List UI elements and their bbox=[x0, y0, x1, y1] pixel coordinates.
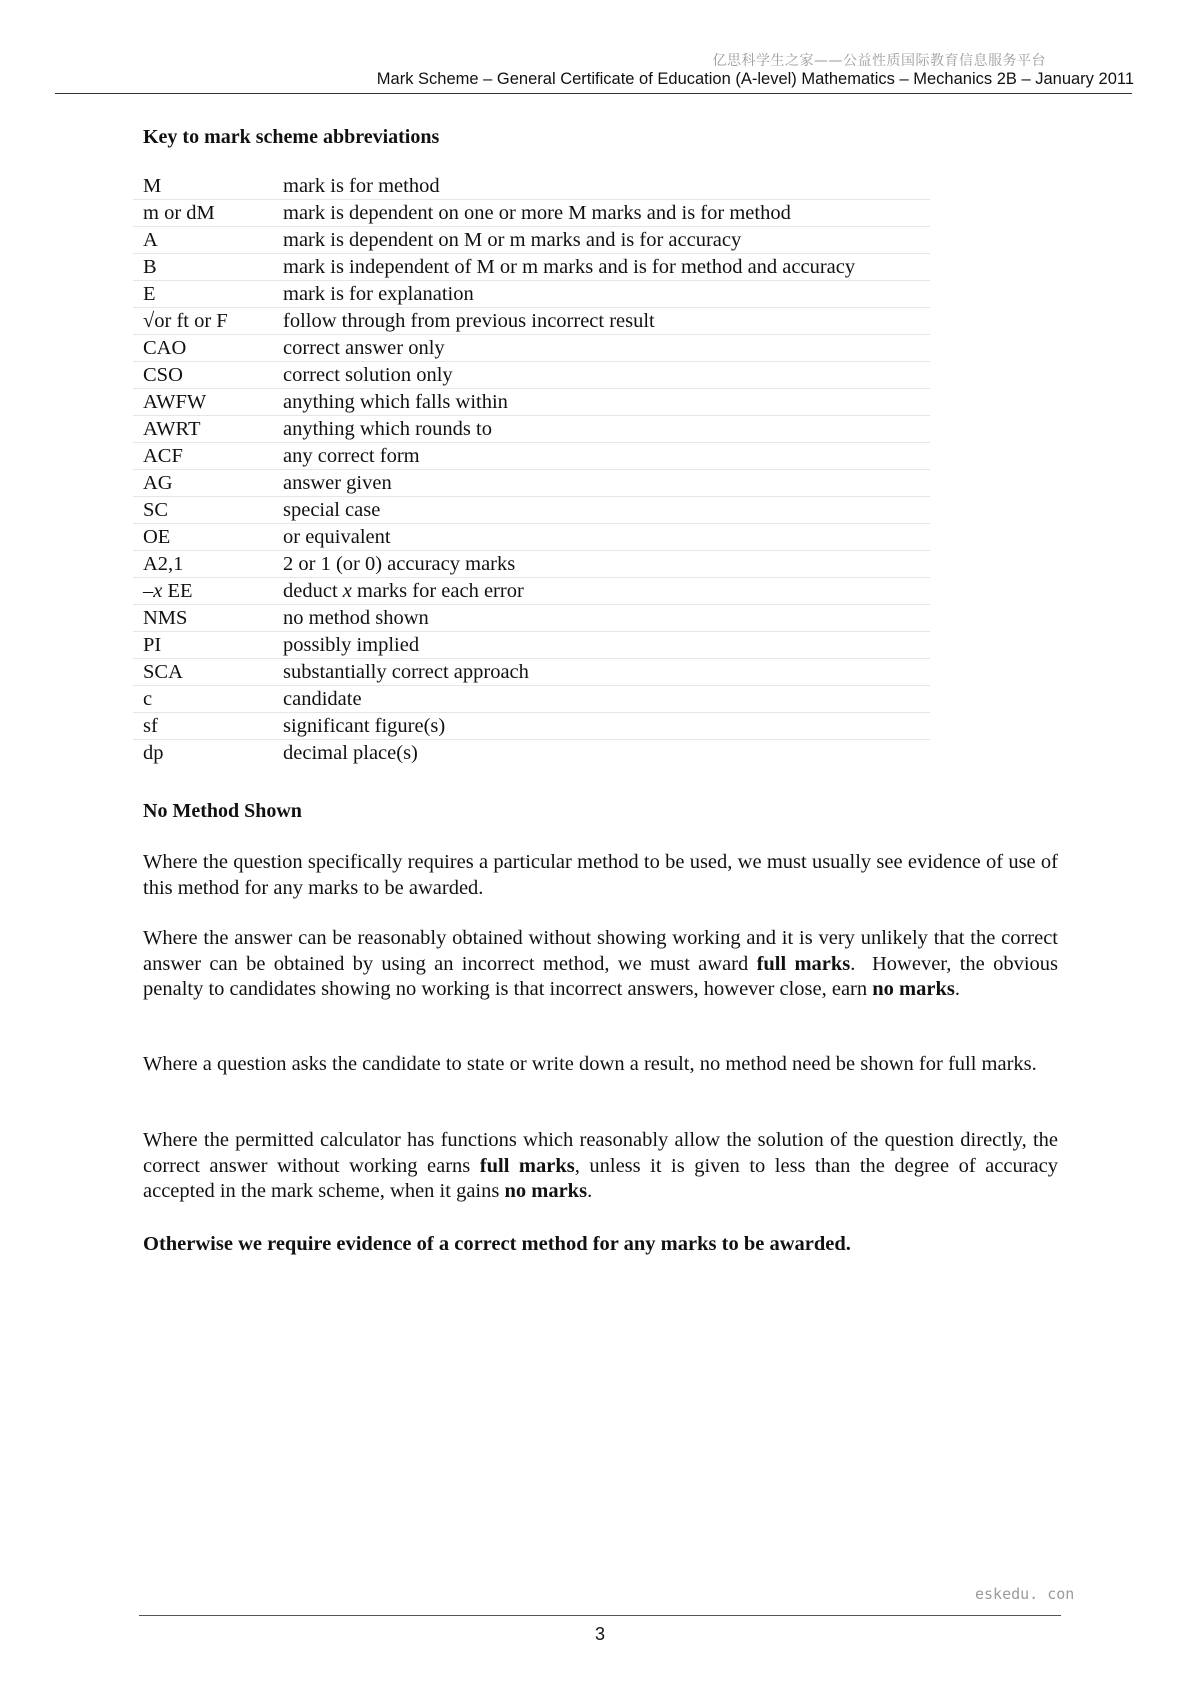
table-row bbox=[133, 551, 930, 578]
meaning-cell: candidate bbox=[273, 686, 930, 713]
meaning-cell: mark is for method bbox=[273, 173, 930, 200]
header-title: Mark Scheme – General Certificate of Education (A-level) Mathematics – Mechanics 2B – January 2011 bbox=[376, 70, 1134, 88]
table-row bbox=[133, 362, 930, 389]
meaning-suffix: marks for each error bbox=[351, 580, 524, 602]
table-row bbox=[133, 686, 930, 713]
abbr-cell bbox=[133, 578, 273, 605]
meaning-cell: possibly implied bbox=[273, 632, 930, 659]
text-run: . bbox=[587, 1180, 593, 1202]
meaning-cell: answer given bbox=[273, 470, 930, 497]
footer-divider bbox=[139, 1615, 1061, 1616]
abbr-cell: AG bbox=[133, 470, 273, 497]
abbr-prefix: – bbox=[143, 580, 154, 602]
table-row bbox=[133, 740, 930, 767]
abbr-cell: dp bbox=[143, 742, 164, 764]
page-number: 3 bbox=[594, 1624, 605, 1644]
text-run: . bbox=[954, 978, 960, 1000]
meaning-prefix: deduct bbox=[283, 580, 343, 602]
table-row bbox=[133, 713, 930, 740]
meaning-cell: mark is for explanation bbox=[273, 281, 930, 308]
table-row bbox=[133, 443, 930, 470]
meaning-cell: mark is independent of M or m marks and is for method and accuracy bbox=[273, 254, 930, 281]
text-run: , unless it is given to less than the degree of accuracy accepted in the mark scheme, when it gains bbox=[143, 1154, 1064, 1202]
abbr-cell: AWFW bbox=[133, 389, 273, 416]
abbr-cell: sf bbox=[133, 713, 273, 740]
abbr-cell: A2,1 bbox=[133, 551, 273, 578]
meaning-cell: mark is dependent on one or more M marks and is for method bbox=[273, 200, 930, 227]
table-row bbox=[133, 659, 930, 686]
abbr-cell: B bbox=[133, 254, 273, 281]
table-row bbox=[133, 308, 930, 335]
abbr-cell: SC bbox=[133, 497, 273, 524]
meaning-cell: decimal place(s) bbox=[283, 742, 418, 764]
table-row bbox=[133, 416, 930, 443]
bold-no-marks: no marks bbox=[504, 1180, 588, 1202]
abbr-cell: PI bbox=[133, 632, 273, 659]
paragraph-method-required: Where the question specifically requires a particular method to be used, we must usually see evidence of use of this method for any marks to be awarded. bbox=[143, 851, 1058, 899]
meaning-cell: correct solution only bbox=[273, 362, 930, 389]
paragraph-no-working bbox=[143, 926, 1064, 1003]
table-row bbox=[133, 470, 930, 497]
table-row bbox=[133, 389, 930, 416]
meaning-cell: mark is dependent on M or m marks and is for accuracy bbox=[273, 227, 930, 254]
abbr-cell: OE bbox=[133, 524, 273, 551]
abbr-cell: AWRT bbox=[133, 416, 273, 443]
text-run: . However, the obvious penalty to candidates showing no working is that incorrect answers, however close, earn bbox=[143, 952, 1064, 1000]
abbr-cell: ACF bbox=[133, 443, 273, 470]
abbr-cell: √or ft or F bbox=[133, 308, 273, 335]
table-row bbox=[133, 497, 930, 524]
abbr-cell: CSO bbox=[133, 362, 273, 389]
abbr-italic-variable: x bbox=[153, 580, 163, 602]
header-divider bbox=[55, 93, 1132, 94]
table-row bbox=[133, 173, 930, 200]
abbreviations-table bbox=[133, 173, 930, 766]
table-row bbox=[133, 578, 930, 605]
abbr-cell: E bbox=[133, 281, 273, 308]
table-row bbox=[133, 632, 930, 659]
no-method-shown-heading: No Method Shown bbox=[143, 800, 302, 822]
table-row bbox=[133, 605, 930, 632]
bold-no-marks: no marks bbox=[872, 978, 955, 1000]
meaning-cell: special case bbox=[273, 497, 930, 524]
abbr-cell: m or dM bbox=[133, 200, 273, 227]
abbr-cell: c bbox=[133, 686, 273, 713]
abbr-cell: CAO bbox=[133, 335, 273, 362]
meaning-cell: any correct form bbox=[273, 443, 930, 470]
meaning-cell: anything which rounds to bbox=[273, 416, 930, 443]
meaning-cell bbox=[273, 578, 930, 605]
bold-full-marks: full marks bbox=[756, 952, 851, 975]
footer-watermark: eskedu. con bbox=[975, 1585, 1075, 1603]
abbr-cell: SCA bbox=[133, 659, 273, 686]
meaning-cell: correct answer only bbox=[273, 335, 930, 362]
table-row bbox=[133, 281, 930, 308]
table-row bbox=[133, 524, 930, 551]
table-row bbox=[133, 335, 930, 362]
key-heading: Key to mark scheme abbreviations bbox=[143, 126, 440, 148]
text-run: Where the permitted calculator has functions which reasonably allow the solution of the question directly, the correct answer without working earns bbox=[143, 1129, 1064, 1177]
table-row bbox=[133, 254, 930, 281]
table-row bbox=[133, 227, 930, 254]
abbr-cell: M bbox=[133, 173, 273, 200]
meaning-cell: 2 or 1 (or 0) accuracy marks bbox=[273, 551, 930, 578]
meaning-cell: follow through from previous incorrect result bbox=[273, 308, 930, 335]
meaning-cell: or equivalent bbox=[273, 524, 930, 551]
text-run: Where the answer can be reasonably obtained without showing working and it is very unlikely that the correct answer can be obtained by using an incorrect method, we must award bbox=[143, 927, 1064, 975]
meaning-italic-variable: x bbox=[342, 580, 352, 602]
meaning-cell: anything which falls within bbox=[273, 389, 930, 416]
abbr-cell: NMS bbox=[133, 605, 273, 632]
paragraph-calculator bbox=[143, 1128, 1064, 1205]
bold-full-marks: full marks bbox=[479, 1154, 575, 1177]
abbr-cell: A bbox=[133, 227, 273, 254]
paragraph-state-result: Where a question asks the candidate to state or write down a result, no method need be shown for full marks. bbox=[143, 1053, 1037, 1075]
abbr-suffix: EE bbox=[162, 580, 193, 602]
table-row bbox=[133, 200, 930, 227]
meaning-cell: substantially correct approach bbox=[273, 659, 930, 686]
meaning-cell: no method shown bbox=[273, 605, 930, 632]
paragraph-evidence-required: Otherwise we require evidence of a correct method for any marks to be awarded. bbox=[143, 1233, 851, 1255]
meaning-cell: significant figure(s) bbox=[273, 713, 930, 740]
header-watermark: 亿思科学生之家——公益性质国际教育信息服务平台 bbox=[712, 53, 1046, 69]
